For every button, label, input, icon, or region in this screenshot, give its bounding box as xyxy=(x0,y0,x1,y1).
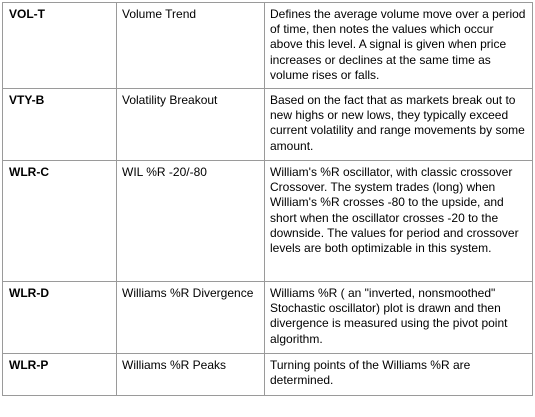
table-row xyxy=(3,89,533,161)
table-row xyxy=(3,161,533,282)
system-definitions-table xyxy=(2,2,533,396)
system-name: Williams %R Divergence xyxy=(117,282,265,354)
system-description: Turning points of the Williams %R are determined. xyxy=(265,354,533,396)
system-description: Williams %R ( an "inverted, nonsmoothed" Stochastic oscillator) plot is drawn and then divergence is measured using the pivot point algorithm. xyxy=(265,282,533,354)
system-description: William's %R oscillator, with classic crossover Crossover. The system trades (long) when William's %R crosses -80 to the upside, and short when the oscillator crosses -20 to the downside. The values for period and crossover levels are both optimizable in this system. xyxy=(265,161,533,282)
system-description: Defines the average volume move over a period of time, then notes the values which occur above this level. A signal is given when price increases or declines at the same time as volume rises or falls. xyxy=(265,3,533,89)
system-code: VOL-T xyxy=(3,3,117,89)
system-description: Based on the fact that as markets break out to new highs or new lows, they typically exceed current volatility and range movements by some amount. xyxy=(265,89,533,161)
system-name: Volatility Breakout xyxy=(117,89,265,161)
system-name: Volume Trend xyxy=(117,3,265,89)
system-code: WLR-C xyxy=(3,161,117,282)
system-name: Williams %R Peaks xyxy=(117,354,265,396)
table-row xyxy=(3,3,533,89)
system-code: WLR-P xyxy=(3,354,117,396)
table-row xyxy=(3,354,533,396)
system-code: WLR-D xyxy=(3,282,117,354)
system-code: VTY-B xyxy=(3,89,117,161)
system-name: WIL %R -20/-80 xyxy=(117,161,265,282)
table-row xyxy=(3,282,533,354)
